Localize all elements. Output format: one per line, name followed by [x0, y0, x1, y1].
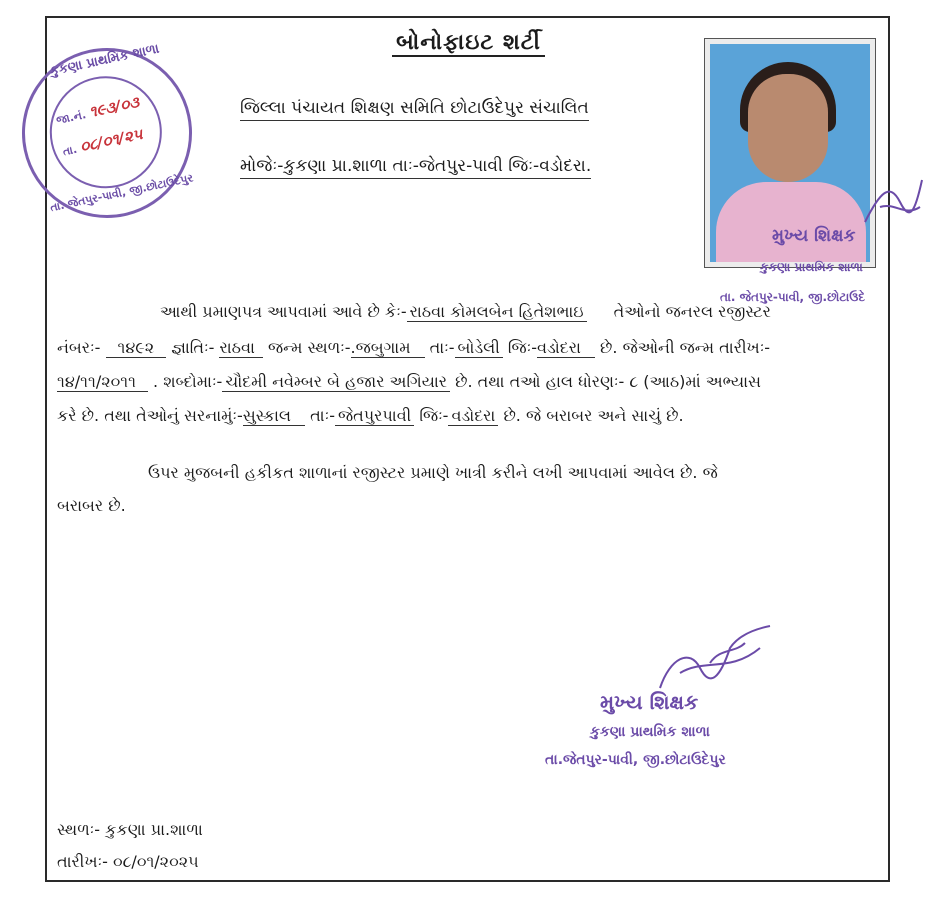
- footer-place: સ્થળઃ- કુકણા પ્રા.શાળા: [57, 820, 203, 839]
- address: સુસ્કાલ: [243, 406, 305, 426]
- date-of-birth: ૧૪/૧૧/૨૦૧૧: [57, 372, 148, 392]
- round-stamp: [6, 32, 208, 234]
- caste: રાઠવા: [219, 338, 262, 358]
- photo-stamp-role: મુખ્ય શિક્ષક: [772, 226, 856, 246]
- headmaster-signature: [650, 618, 780, 698]
- header-line-1: જિલ્લા પંચાયત શિક્ષણ સમિતિ છોટાઉદેપુર સંચાલિત: [240, 98, 589, 118]
- body-line-3: ૧૪/૧૧/૨૦૧૧ . શબ્દોમાઃ- ચૌદમી નવેમ્બર બે હજાર અગિયાર છે. તથા તઓ હાલ ધોરણઃ- ૮ (આઠ)માં અભ્યાસ: [57, 372, 762, 391]
- gr-number: ૧૪૯૨: [106, 338, 167, 358]
- stamp-no-value: ૧૯૩/૦૩: [87, 92, 141, 122]
- header-line-2: મોજેઃ-કુકણા પ્રા.શાળા તાઃ-જેતપુર-પાવી જિઃ-વડોદરા.: [240, 156, 591, 176]
- photo-stamp-place: તા. જેતપુર-પાવી, જી.છોટાઉદે: [720, 290, 866, 304]
- certificate-title: બોનોફાઇટ શર્ટી: [0, 30, 937, 55]
- stamp-date-label: તા.: [61, 142, 79, 159]
- body-line-5: ઉપર મુજબની હકીકત શાળાનાં રજીસ્ટર પ્રમાણે ખાત્રી કરીને લખી આપવામાં આવેલ છે. જે: [148, 463, 718, 482]
- footer-date: તારીખઃ- ૦૮/૦૧/૨૦૨૫: [57, 852, 199, 871]
- address-district: વડોદરા: [448, 406, 498, 426]
- stamp-top-text: કુકણા પ્રાથમિક શાળા: [48, 41, 161, 80]
- photo-signature: [860, 172, 930, 232]
- student-name: રાઠવા કોમલબેન હિતેશભાઇ: [407, 302, 587, 322]
- dob-in-words: ચૌદમી નવેમ્બર બે હજાર અગિયાર: [222, 372, 450, 392]
- body-line-4: કરે છે. તથા તેઓનું સરનામુંઃ-સુસ્કાલ તાઃ- જેતપુરપાવી જિઃ- વડોદરા છે. જે બરાબર અને સાચું છે.: [57, 406, 684, 425]
- stamp-no-label: જા.નં.: [54, 108, 88, 128]
- photo-stamp-school: કુકણા પ્રાથમિક શાળા: [760, 260, 863, 274]
- body-line-2: નંબરઃ- ૧૪૯૨ જ્ઞાતિઃ- રાઠવા જન્મ સ્થળઃ-.જબુગામ તાઃ- બોડેલી જિઃ-વડોદરા છે. જેઓની જન્મ તારીખઃ-: [57, 338, 771, 357]
- signature-place: તા.જેતપુર-પાવી, જી.છોટાઉદેપુર: [545, 752, 726, 768]
- birth-place: .જબુગામ: [351, 338, 425, 358]
- signature-role: મુખ્ય શિક્ષક: [600, 690, 699, 714]
- stamp-date-value: ૦૮/૦૧/૨૫: [78, 124, 145, 156]
- birth-district: વડોદરા: [537, 338, 595, 358]
- body-line-6: બરાબર છે.: [57, 496, 126, 515]
- birth-taluka: બોડેલી: [455, 338, 503, 358]
- signature-school: કુકણા પ્રાથમિક શાળા: [590, 724, 710, 740]
- address-taluka: જેતપુરપાવી: [335, 406, 414, 426]
- stamp-bottom-text: તા. જેતપુર-પાવી, જી.છોટાઉદેપુર: [48, 171, 195, 215]
- body-line-1: આથી પ્રમાણપત્ર આપવામાં આવે છે કેઃ- રાઠવા કોમલબેન હિતેશભાઇ તેઓનો જનરલ રજીસ્ટર: [160, 302, 771, 321]
